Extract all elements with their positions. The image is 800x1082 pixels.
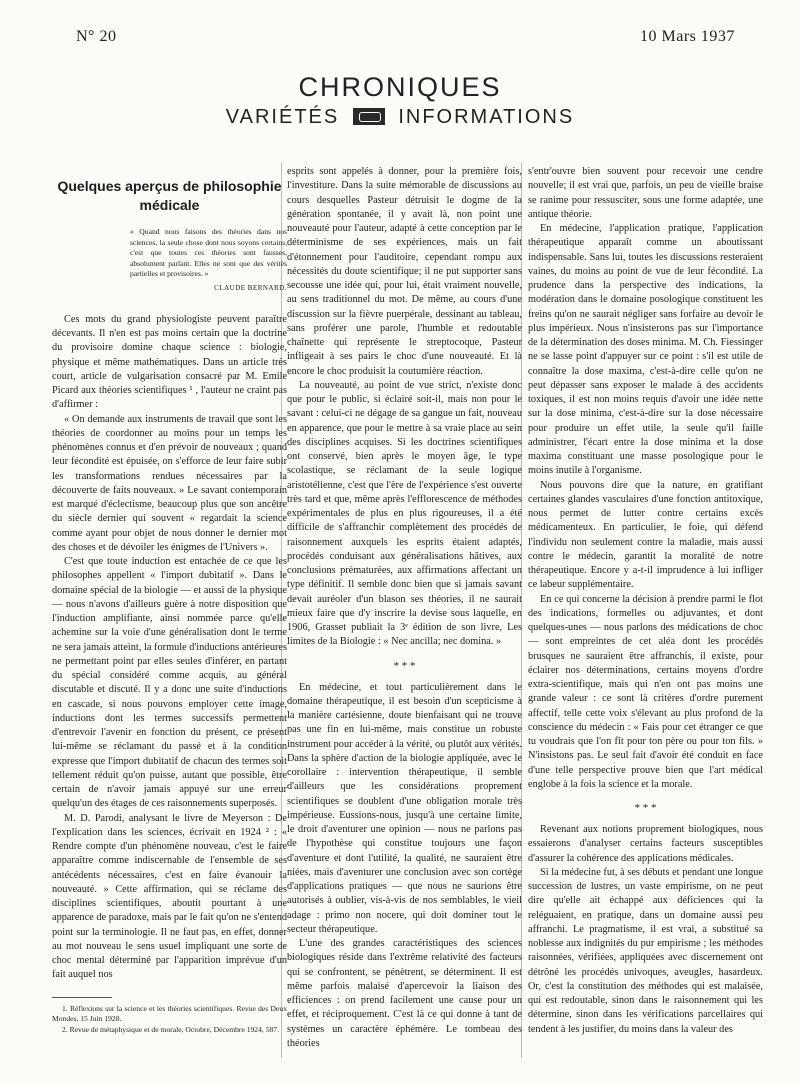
section-separator: * * * (634, 802, 657, 814)
column-1 (52, 165, 287, 1035)
paragraph: esprits sont appelés à donner, pour la première fois, l'investiture. Dans la suite mémorable de discussions au cours desquelles Pasteur détruisit le dogme de la génération spontanée, il y avait là, non point une nouveauté pour l'auteur, adapté à cette conception par le déterminisme de ses expériences, mais un fait d'étonnement pour l'auditoire, cependant rompu aux nécessités du doute scientifique; il ne put supporter sans secousse une idée qui, pour lui, était vraiment nouvelle, au sens traditionnel du mot. De même, au cours d'une discussion sur la fièvre puerpérale, dessinant au tableau, sans proférer une parole, l'humble et redoutable chaînette qui représente le streptocoque, Pasteur infligeait à ses pairs le choc d'une nouveauté. Et là encore le choc produisit la coutumière réaction. (287, 166, 522, 377)
footnote: 2. Revue de métaphysique et de morale, Octobre, Décembre 1924, 587. (62, 1024, 279, 1034)
issue-date: 10 Mars 1937 (640, 28, 735, 45)
paragraph: En médecine, l'application pratique, l'application thérapeutique apparaît comme un aboutissant indispensable. Sans lui, toutes les discussions resteraient vaines, du moins au point de vue de leur fécondité. La prudence dans la perspective des indications, la modération dans le domaine posologique constituent les freins qu'on ne saurait négliger sans forfaire au devoir le plus impérieux. Nous n'insisterons pas sur l'importance de la détermination des doses minima. M. Ch. Fiessinger ne se lasse point d'appuyer sur ce point : s'il est utile de connaître la dose maxima, c'est-à-dire celle qu'on ne peut dépasser sans exposer le malade à des accidents toxiques, il est non moins requis d'avoir une idée nette sur la dose minima, c'est-à-dire sur la dose nécessaire pour produire un effet utile, la seule qu'il faille administrer, l'écart entre la dose minima et la dose maxima constituant une masse posologique pour le moins inutile à l'organisme. (528, 223, 763, 477)
paragraph: La nouveauté, au point de vue strict, n'existe donc que pour le public, si éclairé soit-il, mais non pour le savant : celui-ci ne dégage de sa gangue un fait, nouveau en apparence, que pour le mettre à sa vraie place au sein des disciplines acquises. Si les doctrines scientifiques ont conservé, bien après le moyen âge, le type scolastique, se réclamant de la seule logique aristotélienne, c'est que l'ère de l'expérience s'est ouverte très tard et que, même après l'efflorescence de méthodes expérimentales de plus en plus rigoureuses, il a été difficile de s'affranchir complètement des procédés de raisonnement auxquels les esprits étaient adaptés, procédés conduisant aux généralisations hâtives, aux conclusions prématurées, aux affirmations affectant un type définitif. Il semble donc bien que si jamais savant devait auréoler d'un blason ses théories, il ne saurait mieux faire que d'y inscrire la devise sous laquelle, en 1906, Grasset publiait la 3ᵉ édition de son livre, Les limites de la Biologie : « Nec ancilla; nec domina. » (287, 379, 522, 648)
masthead-title: CHRONIQUES (298, 72, 502, 102)
paragraph: M. D. Parodi, analysant le livre de Meyerson : De l'explication dans les sciences, écrivait en 1924 ² : « Rendre compte d'un phénomène nouveau, c'est le faire apparaître comme indiscernable de l'ensemble de ses antécédents nécessaires, c'est en faire évanouir la nouveauté. » Cette affirmation, qui se réclame des disciplines scientifiques, aboutit pourtant à une apparence de paradoxe, mais par le fait qu'on ne s'entend point sur la terminologie. Il ne faut pas, en effet, donner au mot nouveau le sens usuel impliquant une sorte de choc mental déterminé par l'apparition imprévue d'un fait auquel nos (52, 812, 287, 981)
masthead-left: VARIÉTÉS (225, 106, 340, 128)
column-3 (528, 165, 763, 1037)
masthead-subtitle (0, 106, 800, 129)
article-title: Quelques aperçus de philosophie médicale (57, 178, 282, 213)
footnote-rule (52, 997, 112, 998)
paragraph: En médecine, et tout particulièrement dans le domaine thérapeutique, il est besoin d'un scepticisme à la manière cartésienne, doute bienfaisant qui ne trouve pas une fin en lui-même, mais constitue un robuste instrument pour accéder à la vérité, ou plutôt aux vérités. Dans la sphère d'action de la biologie appliquée, avec le corollaire : intervention thérapeutique, il semble d'ailleurs que les considérations proprement scientifiques se doublent d'une obligation morale très impérieuse. Eussions-nous, jusqu'à une certaine limite, le droit d'aventurer une opinion — nous ne parlons pas de l'hypothèse qui constitue toujours une façon d'aventure et dont l'utilité, la qualité, ne sauraient être niées, mais d'aventurer une conclusion avec son cortège d'applications pratiques — que nous ne saurions être autorisés à oublier, vis-à-vis de nos semblables, le vieil adage : primo non nocere, qui doit dominer tout le secteur thérapeutique. (287, 681, 522, 935)
footnotes (52, 1004, 287, 1036)
epigraph: « Quand nous faisons des théories dans nos sciences, la seule chose dont nous soyons certains, c'est que toutes ces théories sont fausses, absolument parlant. Elles ne sont que des vérités partielles et provisoires. » (130, 227, 287, 278)
paragraph: En ce qui concerne la décision à prendre parmi le flot des indications, formelles ou adjuvantes, et dont quelques-unes — nous parlons des médications de choc — sont empreintes de cet aléa dont les procédés brusques ne sauraient être affranchis, il existe, pour éclairer nos déterminations, certains moyens d'ordre extra-scientifique, mais qui n'en ont pas moins une grande valeur : ce sont là critères d'ordre purement affectif, telle cette voix s'élevant au plus profond de la conscience du médecin : « Fais pour cet étranger ce que tu voudrais que l'on fît pour ton père ou pour ton fils. » N'insistons pas. Le seul fait d'avoir été conduit en face d'une telle perspective prouve bien que l'art médical englobe à la fois la science et la morale. (528, 593, 763, 790)
paragraph: Revenant aux notions proprement biologiques, nous essaierons d'analyser certains facteurs susceptibles d'assurer la cohérence des applications médicales. (528, 824, 763, 864)
paragraph: s'entr'ouvre bien souvent pour recevoir une cendre nouvelle; il est vrai que, parfois, un peu de vieille braise se ranime pour ressusciter, sous une forme adaptée, une antique théorie. (528, 166, 763, 220)
paragraph: « On demande aux instruments de travail que sont les théories de coordonner au moins pour un temps les phénomènes connus et d'en prévoir de nouveaux ; quand leur fécondité est épuisée, on s'efforce de leur faire subir les transformations rendues nécessaires par la découverte de faits nouveaux. » Le savant contemporain est marqué d'éclectisme, beaucoup plus que son ancêtre du siècle dernier qui souvent « regardait la science comme ayant pour objet de nous donner le dernier mot des choses et de dévoiler les énigmes de l'Univers ». (52, 413, 287, 553)
section-separator: * * * (393, 659, 416, 672)
paragraph: C'est que toute induction est entachée de ce que les philosophes appellent « l'import dubitatif ». Dans le domaine spécial de la biologie — et aussi de la physique — nous n'avons d'ailleurs guère à notre disposition que l'induction amplifiante, ainsi nommée parce qu'elle achemine sur la voie d'une généralisation dont le terme ne sera jamais atteint, la formule d'inductions antérieures ne permettant point par elles seules d'inférer, en partant du spécial considéré comme acquis, au général discutable et discuté. Il y a donc une suite d'inductions en cascade, si nous pouvons employer cette image, inductions dont les termes successifs permettent d'entrevoir l'avenir en fonction du présent, ce présent lui-même se réclamant du passé et à la condition expresse que l'import dubitatif de chacun des termes soit tellement réduit qu'on puisse, autant que possible, être certain de n'avoir jamais appuyé sur une erreur quelqu'un des étages de ces raisonnements superposés. (52, 556, 287, 810)
publisher-emblem-icon (353, 108, 385, 125)
paragraph: Ces mots du grand physiologiste peuvent paraître décevants. Il n'en est pas moins certain que la doctrine du provisoire domine chaque science : biologie, physique et même mathématiques. Dans un article très court, article de vulgarisation consacré par M. Emile Picard aux théories scientifiques ¹ , l'auteur ne craint pas d'affirmer : (52, 313, 287, 411)
epigraph-author: CLAUDE BERNARD. (214, 283, 287, 292)
paragraph: Si la médecine fut, à ses débuts et pendant une longue succession de lustres, un vaste empirisme, on ne peut dire qu'elle ait échappé aux déficiences qui la reléguaient, en pratique, dans un domaine aussi peu affranchi. Le pragmatisme, il est vrai, a substitué sa noblesse aux indignités du pur empirisme ; les méthodes raisonnées, vérifiées, appliquées avec discernement ont détrôné les procédés univoques, aveugles, hasardeux. Or, c'est la constitution des méthodes qui est malaisée, qui est redoutable, sinon dans le raisonnement qui les détermine, sinon dans les vérifications parcellaires qui tendent à les justifier, du moins dans la valeur des (528, 866, 763, 1035)
footnote: 1. Réflexions sur la science et les théories scientifiques. Revue des Deux Mondes, 15 Juin 1928. (52, 1003, 287, 1023)
paragraph: L'une des grandes caractéristiques des sciences biologiques réside dans l'extrême relativité des facteurs qui se confrontent, se pénètrent, se déterminent. Il est même parfois malaisé d'apercevoir la liaison des efficiences : on prend facilement une cause pour un effet, et réciproquement. C'est là ce qui donne à tant de systèmes un caractère éphémère. Le tombeau des théories (287, 938, 522, 1049)
masthead-right: INFORMATIONS (398, 106, 575, 128)
paragraph: Nous pouvons dire que la nature, en gratifiant certaines glandes vasculaires d'une fonction antitoxique, nous permet de lutter contre certains excès médicamenteux. En particulier, le foie, qui défend l'individu non seulement contre la maladie, mais aussi contre le médecin, garantit la moralité de notre thérapeutique. Encore y a-t-il imprudence à lui infliger ce labeur supplémentaire. (528, 479, 763, 591)
column-2 (287, 165, 522, 1051)
issue-number: N° 20 (76, 28, 117, 45)
